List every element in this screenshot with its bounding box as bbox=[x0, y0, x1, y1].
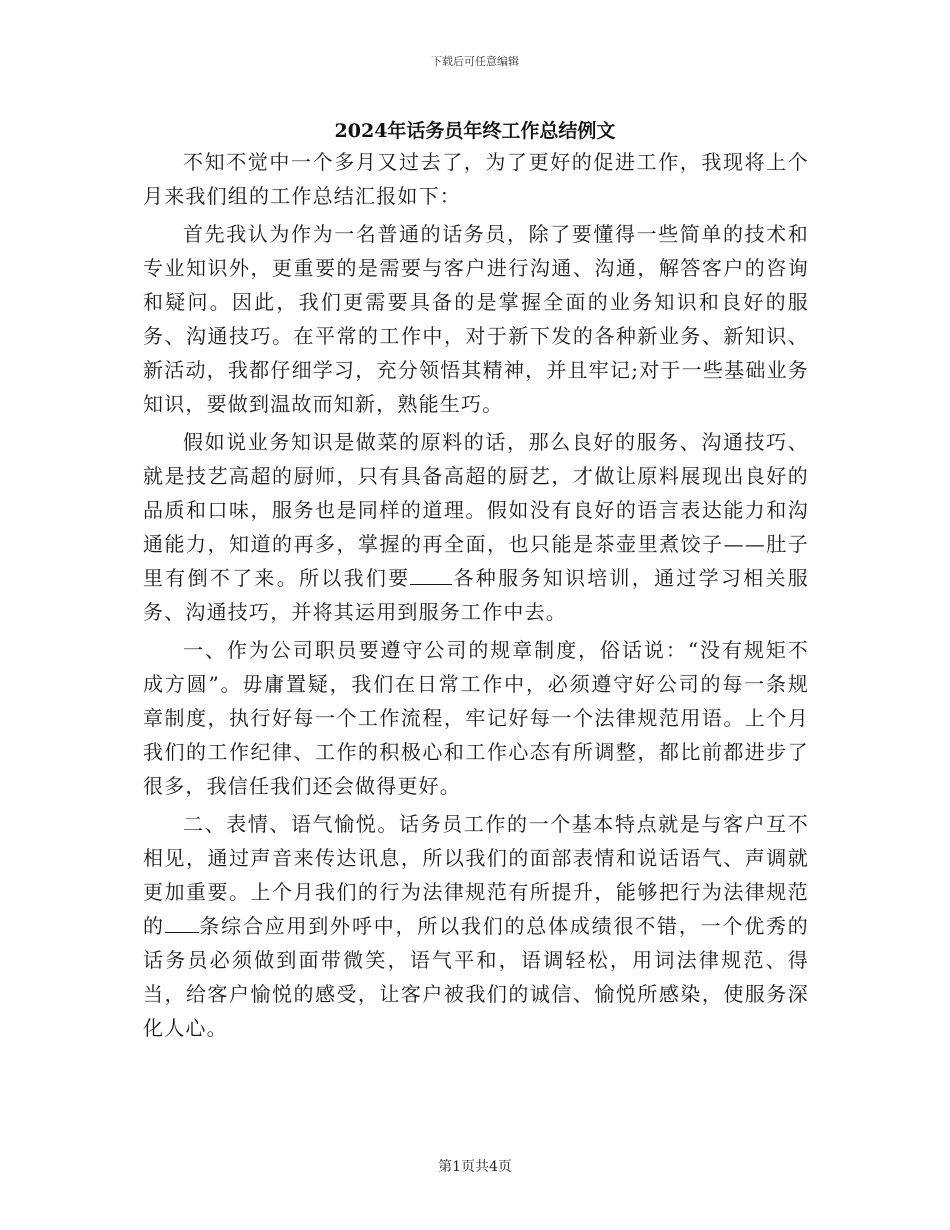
paragraph-text-part: 假如说业务知识是做菜的原料的话，那么良好的服务、沟通技巧、就是技艺高超的厨师，只有具备高超的厨艺，才做让原料展现出良好的品质和口味，服务也是同样的道理。假如没有良好的语言表达能力和沟通能力，知道的再多，掌握的再全面，也只能是茶壶里煮饺子——肚子里有倒不了来。所以我们要 bbox=[143, 430, 809, 590]
page-number-footer: 第1页共4页 bbox=[438, 1159, 512, 1175]
paragraph-intro: 不知不觉中一个多月又过去了，为了更好的促进工作，我现将上个月来我们组的工作总结汇报如下： bbox=[143, 150, 809, 208]
document-title: 2024年话务员年终工作总结例文 bbox=[334, 120, 616, 142]
document-body bbox=[143, 145, 809, 1049]
fill-blank bbox=[410, 562, 452, 585]
paragraph-text-part: 各种服务知识培训，通过学习相关服务、沟通技巧，并将其运用到服务工作中去。 bbox=[143, 566, 810, 624]
paragraph-rules: 一、作为公司职员要遵守公司的规章制度，俗话说：“没有规矩不成方圆”。毋庸置疑，我们在日常工作中，必须遵守好公司的每一条规章制度，执行好每一个工作流程，牢记好每一个法律规范用语。上个月我们的工作纪律、工作的积极心和工作心态有所调整，都比前都进步了很多，我信任我们还会做得更好。 bbox=[143, 638, 809, 798]
paragraph-expression bbox=[143, 807, 809, 1045]
fill-blank bbox=[165, 910, 199, 933]
paragraph-text-part: 条综合应用到外呼中，所以我们的总体成绩很不错，一个优秀的话务员必须做到面带微笑，语气平和，语调轻松，用词法律规范、得当，给客户愉悦的感受，让客户被我们的诚信、愉悦所感染，使服务深化人心。 bbox=[143, 914, 809, 1040]
header-note: 下载后可任意编辑 bbox=[431, 55, 519, 68]
paragraph-knowledge: 首先我认为作为一名普通的话务员，除了要懂得一些简单的技术和专业知识外，更重要的是需要与客户进行沟通、沟通，解答客户的咨询和疑问。因此，我们更需要具备的是掌握全面的业务知识和良好的服务、沟通技巧。在平常的工作中，对于新下发的各种新业务、新知识、新活动，我都仔细学习，充分领悟其精神，并且牢记;对于一些基础业务知识，要做到温故而知新，熟能生巧。 bbox=[143, 222, 809, 416]
paragraph-text-part: 二、表情、语气愉悦。话务员工作的一个基本特点就是与客户互不相见，通过声音来传达讯息，所以我们的面部表情和说话语气、声调就更加重要。上个月我们的行为法律规范有所提升，能够把行为法律规范的 bbox=[143, 812, 809, 938]
paragraph-cooking-analogy bbox=[143, 425, 809, 629]
